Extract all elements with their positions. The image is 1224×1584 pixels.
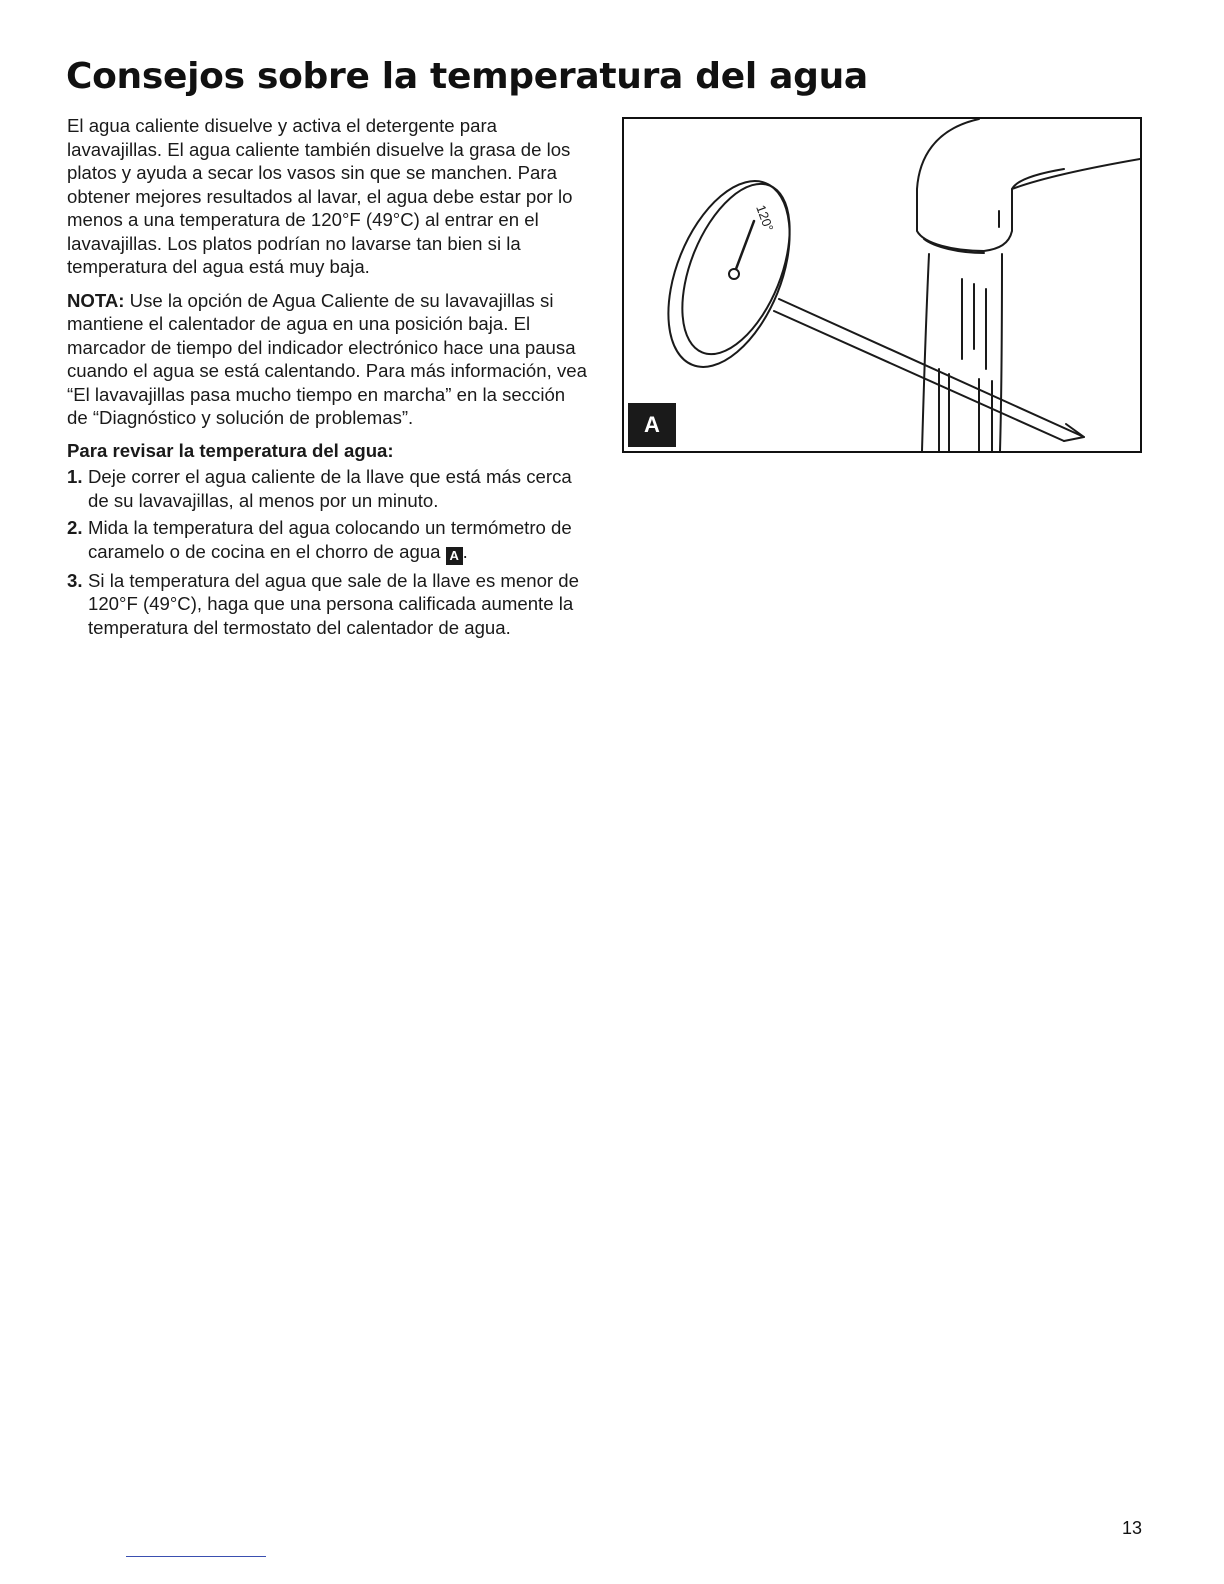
step-text: Deje correr el agua caliente de la llave que está más cerca de su lavavajillas, al menos por un minuto. — [88, 466, 572, 511]
note-text: Use la opción de Agua Caliente de su lavavajillas si mantiene el calentador de agua en una posición baja. El marcador de tiempo del indicador electrónico hace una pausa cuando el agua se está calentando. Para más información, vea “El lavavajillas pasa mucho tiempo en marcha” en la sección de “Diagnóstico y solución de problemas”. — [67, 289, 587, 428]
page-number: 13 — [1122, 1518, 1143, 1538]
note-label: NOTA: — [67, 289, 125, 311]
thermometer-stem — [779, 299, 1084, 437]
step-item — [67, 569, 587, 640]
steps-heading: Para revisar la temperatura del agua: — [67, 439, 394, 461]
note-paragraph — [67, 289, 587, 430]
faucet-thermometer-drawing — [624, 119, 1140, 451]
step-suffix: . — [462, 540, 468, 562]
step-text: Mida la temperatura del agua colocando un termómetro de caramelo o de cocina en el chorro de agua — [88, 517, 572, 562]
water-stream-right — [1000, 254, 1002, 451]
dial-reading: 120° — [753, 202, 777, 234]
intro-paragraph: El agua caliente disuelve y activa el detergente para lavavajillas. El agua caliente también disuelve la grasa de los platos y ayuda a secar los vasos sin que se manchen. Para obtener mejores resultados al lavar, el agua debe estar por lo menos a una temperatura de 120°F (49°C) al entrar en el lavavajillas. Los platos podrían no lavarse tan bien si la temperatura del agua está muy baja. — [67, 115, 573, 277]
thermometer-illustration — [622, 117, 1142, 453]
thermometer-needle — [736, 221, 754, 269]
step-number: 2. — [67, 517, 83, 538]
steps-list — [67, 465, 587, 639]
step-number: 3. — [67, 569, 83, 591]
page-title: Consejos sobre la temperatura del agua — [66, 56, 868, 97]
figure-label-badge: A — [628, 403, 676, 447]
step-text: Si la temperatura del agua que sale de la llave es menor de 120°F (49°C), haga que una persona calificada aumente la temperatura del termostato del calentador de agua. — [88, 569, 579, 638]
step-item — [67, 465, 587, 512]
faucet-outline — [917, 119, 1140, 251]
step-number: 1. — [67, 466, 83, 487]
main-text-column — [67, 114, 587, 643]
step-item — [67, 516, 587, 565]
figure-reference-badge: A — [446, 547, 463, 565]
water-stream-left — [922, 254, 929, 451]
footer-divider — [126, 1556, 266, 1557]
